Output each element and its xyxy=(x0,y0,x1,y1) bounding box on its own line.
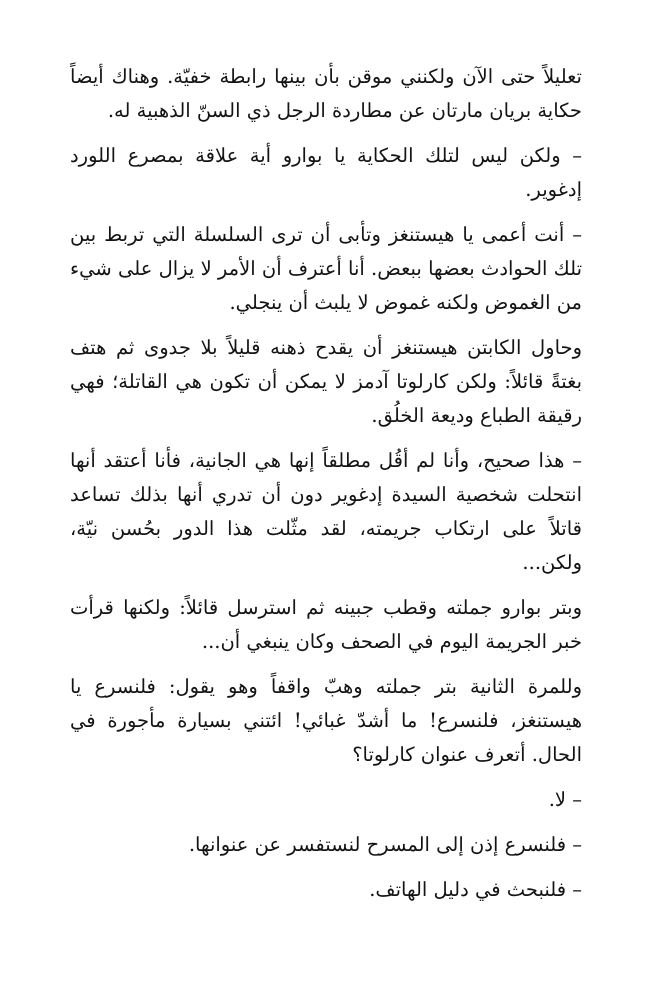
paragraph-1: تعليلاً حتى الآن ولكنني موقن بأن بينها رابطة خفيّة. وهناك أيضاً حكاية بريان مارتان عن مطاردة الرجل ذي السنّ الذهبية له. xyxy=(70,65,582,122)
paragraph-4: وحاول الكابتن هيستنغز أن يقدح ذهنه قليلاً بلا جدوى ثم هتف بغتةً قائلاً: ولكن كارلوتا آدمز لا يمكن أن تكون هي القاتلة؛ فهي رقيقة الطباع وديعة الخلُق. xyxy=(70,336,582,427)
paragraph-10: – فلنبحث في دليل الهاتف. xyxy=(369,878,582,901)
paragraph-6: وبتر بوارو جملته وقطب جبينه ثم استرسل قائلاً: ولكنها قرأت خبر الجريمة اليوم في الصحف وكان ينبغي أن... xyxy=(70,596,582,653)
paragraph-5: – هذا صحيح، وأنا لم أقُل مطلقاً إنها هي الجانية، فأنا أعتقد أنها انتحلت شخصية السيدة إدغوير دون أن تدري أنها بذلك تساعد قاتلاً على ارتكاب جريمته، لقد مثّلت هذا الدور بحُسن نيّة، ولكن... xyxy=(70,449,582,574)
paragraph-3: – أنت أعمى يا هيستنغز وتأبى أن ترى السلسلة التي تربط بين تلك الحوادث بعضها ببعض. أنا أعترف أن الأمر لا يزال على شيء من الغموض ولكنه غموض لا يلبث أن ينجلي. xyxy=(70,223,582,314)
paragraph-8: – لا. xyxy=(548,788,582,811)
paragraph-7: وللمرة الثانية بتر جملته وهبّ واقفاً وهو يقول: فلنسرع يا هيستنغز، فلنسرع! ما أشدّ غبائي! ائتني بسيارة مأجورة في الحال. أتعرف عنوان كارلوتا؟ xyxy=(70,675,582,766)
paragraph-2: – ولكن ليس لتلك الحكاية يا بوارو أية علاقة بمصرع اللورد إدغوير. xyxy=(70,144,582,201)
paragraph-9: – فلنسرع إذن إلى المسرح لنستفسر عن عنوانها. xyxy=(188,833,582,856)
